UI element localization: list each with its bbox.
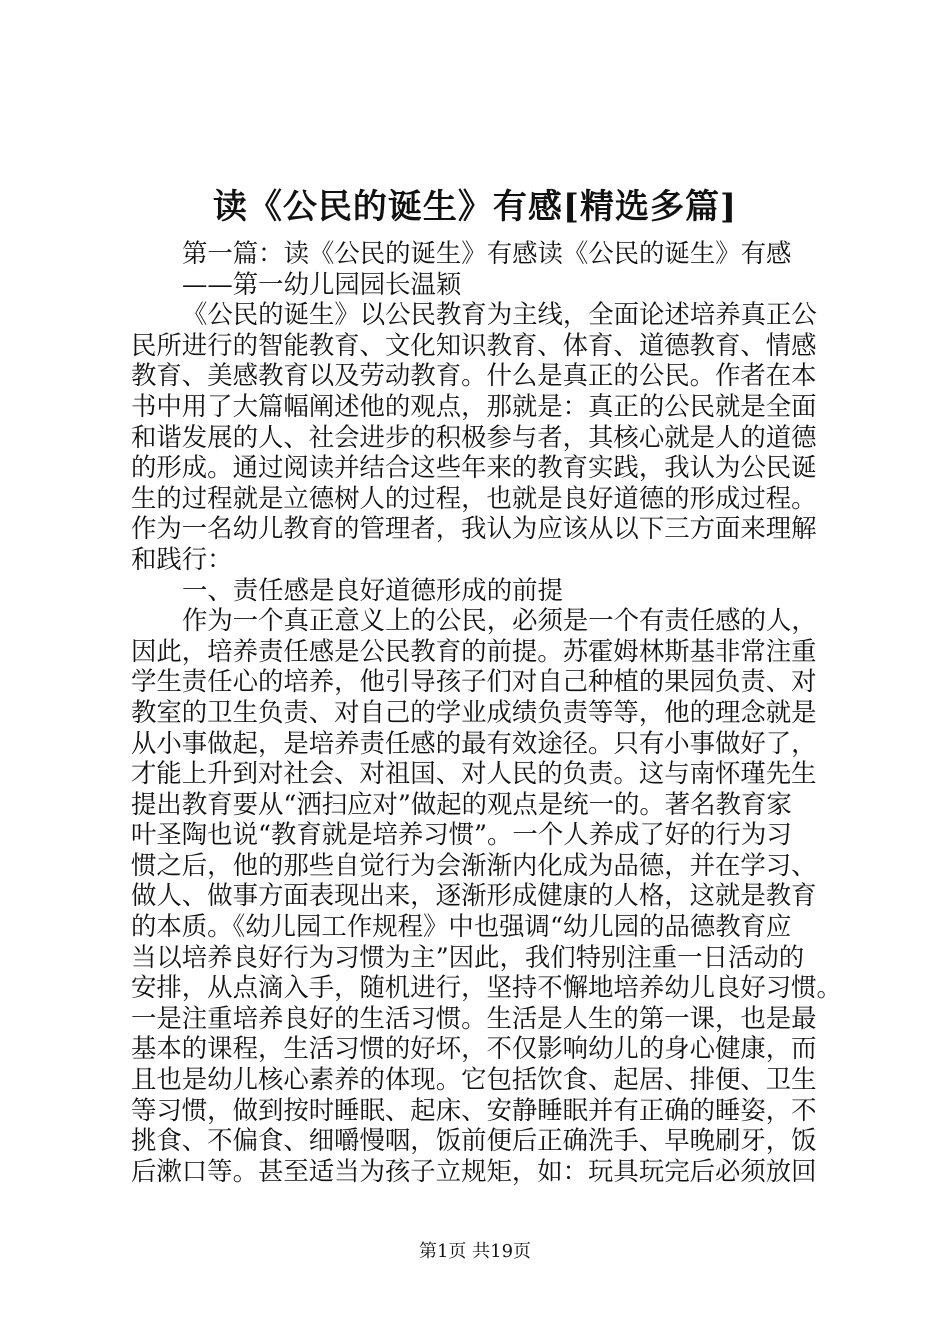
- text-line: 《公民的诞生》以公民教育为主线，全面论述培养真正公: [182, 299, 817, 330]
- text-line: 做人、做事方面表现出来，逐渐形成健康的人格，这就是教育: [131, 880, 817, 911]
- document-body: [131, 238, 842, 1186]
- text-line: 学生责任心的培养，他引导孩子们对自己种植的果园负责、对: [131, 666, 817, 697]
- text-line: 提出教育要从“洒扫应对”做起的观点是统一的。著名教育家: [131, 788, 792, 819]
- text-line: 因此，培养责任感是公民教育的前提。苏霍姆林斯基非常注重: [131, 635, 817, 666]
- text-line: ——第一幼儿园园长温颖: [182, 268, 462, 299]
- text-line: 教育、美感教育以及劳动教育。什么是真正的公民。作者在本: [131, 360, 817, 391]
- text-line: 和践行：: [131, 543, 233, 574]
- text-line: 且也是幼儿核心素养的体现。它包括饮食、起居、排便、卫生: [131, 1064, 817, 1095]
- page-footer: 第1页 共19页: [418, 1241, 532, 1262]
- text-line: 第一篇：读《公民的诞生》有感读《公民的诞生》有感: [182, 238, 792, 268]
- text-line: 生的过程就是立德树人的过程，也就是良好道德的形成过程。: [131, 482, 817, 513]
- text-line: 当以培养良好行为习惯为主”因此，我们特别注重一日活动的: [131, 941, 805, 972]
- text-line: 一是注重培养良好的生活习惯。生活是人生的第一课，也是最: [131, 1002, 817, 1033]
- text-line: 书中用了大篇幅阐述他的观点，那就是：真正的公民就是全面: [131, 390, 817, 421]
- text-line: 后漱口等。甚至适当为孩子立规矩，如：玩具玩完后必须放回: [131, 1155, 817, 1186]
- text-line: 的形成。通过阅读并结合这些年来的教育实践，我认为公民诞: [131, 452, 817, 483]
- text-line: 民所进行的智能教育、文化知识教育、体育、道德教育、情感: [131, 329, 817, 360]
- text-line: 教室的卫生负责、对自己的学业成绩负责等等，他的理念就是: [131, 696, 817, 727]
- text-line: 的本质。《幼儿园工作规程》中也强调“幼儿园的品德教育应: [131, 911, 792, 942]
- text-line: 惯之后，他的那些自觉行为会渐渐内化成为品德，并在学习、: [131, 849, 817, 880]
- text-line: 叶圣陶也说“教育就是培养习惯”。一个人养成了好的行为习: [131, 819, 792, 850]
- text-line: 和谐发展的人、社会进步的积极参与者，其核心就是人的道德: [131, 421, 817, 452]
- text-line: 等习惯，做到按时睡眠、起床、安静睡眠并有正确的睡姿，不: [131, 1094, 817, 1125]
- text-line: 从小事做起，是培养责任感的最有效途径。只有小事做好了，: [131, 727, 817, 758]
- text-line: 基本的课程，生活习惯的好坏，不仅影响幼儿的身心健康，而: [131, 1033, 817, 1064]
- text-line: 作为一个真正意义上的公民，必须是一个有责任感的人，: [182, 605, 817, 636]
- document-title: 读《公民的诞生》有感[精选多篇]: [212, 187, 738, 227]
- text-line: 作为一名幼儿教育的管理者，我认为应该从以下三方面来理解: [131, 513, 817, 544]
- text-line: 一、责任感是良好道德形成的前提: [182, 574, 563, 605]
- text-line: 才能上升到对社会、对祖国、对人民的负责。这与南怀瑾先生: [131, 758, 817, 789]
- text-line: 挑食、不偏食、细嚼慢咽，饭前便后正确洗手、早晚刷牙，饭: [131, 1125, 817, 1156]
- text-line: 安排，从点滴入手，随机进行，坚持不懈地培养幼儿良好习惯。: [131, 972, 842, 1003]
